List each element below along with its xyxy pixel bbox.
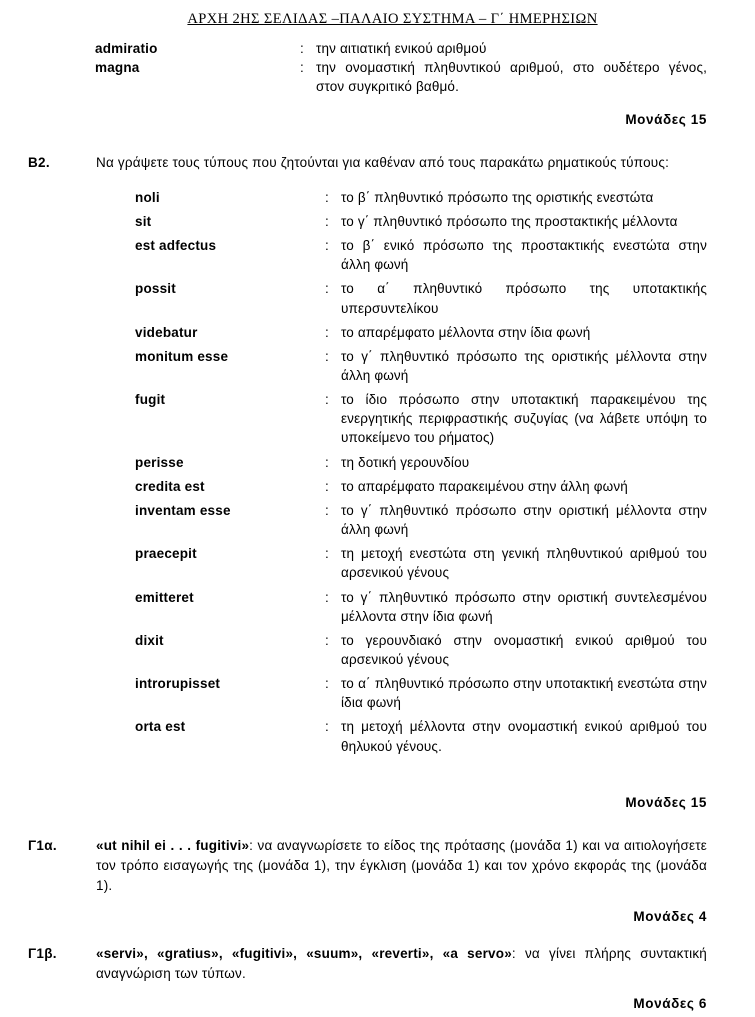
list-item [135,188,707,207]
list-item-term: sit [135,213,152,229]
list-item-term: inventam esse [135,502,231,518]
list-item-colon: : [325,546,329,562]
marks-label: Μονάδες 4 [633,908,707,924]
list-item-definition: το απαρέμφατο παρακειμένου στην άλλη φωνή [341,478,628,494]
list-item [95,39,707,58]
list-item-definition: το γ΄ πληθυντικό πρόσωπο στην οριστική συντελεσμένου μέλλοντα στην ίδια φωνή [341,589,707,624]
page-header [0,0,755,28]
list-item-definition: το γ΄ πληθυντικό πρόσωπο της προστακτικής μέλλοντα [341,213,678,229]
list-item-colon: : [325,676,329,692]
page-header-title: ΑΡΧΗ 2ΗΣ ΣΕΛΙΔΑΣ –ΠΑΛΑΙΟ ΣΥΣΤΗΜΑ – Γ΄ ΗΜΕΡΗΣΙΩΝ [187,11,598,27]
list-item-colon: : [325,454,329,470]
list-item-definition: το γ΄ πληθυντικό πρόσωπο της οριστικής μέλλοντα στην άλλη φωνή [341,348,707,383]
list-item [135,477,707,496]
intro-word-list [0,39,755,96]
list-item [135,236,707,274]
list-item-term: videbatur [135,324,198,340]
question-g1a-quote: «ut nihil ei . . . fugitivi» [96,837,250,853]
list-item-definition: τη μετοχή ενεστώτα στη γενική πληθυντικού αριθμού του αρσενικού γένους [341,546,707,581]
list-item-colon: : [325,238,329,254]
list-item [135,453,707,472]
list-item-definition: το ίδιο πρόσωπο στην υποτακτική παρακειμένου της ενεργητικής περιφραστικής συζυγίας (να λάβετε υπόψη το υποκείμενο του ρήματος) [341,392,707,446]
list-item [135,323,707,342]
list-item-term: magna [95,60,140,76]
list-item-definition: τη μετοχή μέλλοντα στην ονομαστική ενικού αριθμού του θηλυκού γένους. [341,719,707,754]
list-item-term: dixit [135,632,164,648]
list-item-term: perisse [135,454,184,470]
question-g1b-body: : να γίνει πλήρης συντακτική αναγνώριση των τύπων. [96,945,708,981]
list-item-colon: : [325,324,329,340]
list-item-colon: : [325,502,329,518]
question-g1a-body: : να αναγνωρίσετε το είδος της πρότασης (μονάδα 1) και να αιτιολογήσετε τον τρόπο εισαγωγής της (μονάδα 1), την έγκλιση (μονάδα 1) και τον χρόνο εκφοράς της (μονάδα 1). [96,837,707,894]
list-item-colon: : [325,719,329,735]
question-g1a-label: Γ1α. [28,837,57,853]
list-item-definition: το γερουνδιακό στην ονομαστική ενικού αριθμού του αρσενικού γένους [341,632,707,667]
list-item [135,717,707,755]
list-item [135,544,707,582]
list-item-colon: : [325,589,329,605]
verb-form-list [0,188,755,756]
list-item [135,347,707,385]
list-item-term: monitum esse [135,348,229,364]
list-item-definition: την αιτιατική ενικού αριθμού [316,41,487,56]
list-item [135,390,707,447]
marks-label: Μονάδες 15 [625,794,707,810]
list-item-term: admiratio [95,41,158,56]
question-b2 [0,153,755,173]
list-item-colon: : [325,189,329,205]
list-item [135,501,707,539]
list-item [135,588,707,626]
list-item-term: noli [135,189,160,205]
list-item-colon: : [325,478,329,494]
question-g1b-label: Γ1β. [28,945,57,961]
question-g1b-text [96,944,707,985]
list-item-colon: : [300,41,304,56]
question-b2-text: Να γράψετε τους τύπους που ζητούνται για καθέναν από τους παρακάτω ρηματικούς τύπους: [96,155,670,171]
list-item-colon: : [325,632,329,648]
list-item-term: possit [135,281,176,297]
marks-label: Μονάδες 15 [625,112,707,128]
list-item-definition: το α΄ πληθυντικό πρόσωπο της υποτακτικής υπερσυντελίκου [341,281,707,316]
question-g1a-text [96,836,707,897]
list-item [135,674,707,712]
question-g1a [0,836,755,897]
question-b2-label: Β2. [28,155,50,171]
question-g1b [0,944,755,985]
list-item-term: praecepit [135,546,197,562]
list-item-term: orta est [135,719,186,735]
question-g1b-quote: «servi», «gratius», «fugitivi», «suum», «reverti», «a servo» [96,945,512,961]
list-item-definition: τη δοτική γερουνδίου [341,454,470,470]
marks-label: Μονάδες 6 [633,996,707,1012]
list-item-colon: : [300,60,304,76]
list-item-term: credita est [135,478,205,494]
list-item-colon: : [325,281,329,297]
list-item [95,58,707,96]
list-item [135,279,707,317]
list-item-colon: : [325,348,329,364]
list-item-definition: το β΄ πληθυντικό πρόσωπο της οριστικής ενεστώτα [341,189,654,205]
list-item-term: fugit [135,392,166,408]
list-item-definition: την ονομαστική πληθυντικού αριθμού, στο ουδέτερο γένος, στον συγκριτικό βαθμό. [316,60,707,95]
list-item-colon: : [325,213,329,229]
list-item-term: emitteret [135,589,194,605]
list-item-colon: : [325,392,329,408]
list-item [135,212,707,231]
list-item-definition: το απαρέμφατο μέλλοντα στην ίδια φωνή [341,324,591,340]
list-item-term: est adfectus [135,238,217,254]
list-item-definition: το γ΄ πληθυντικό πρόσωπο στην οριστική μέλλοντα στην άλλη φωνή [341,502,707,538]
list-item-term: introrupisset [135,676,221,692]
list-item [135,631,707,669]
list-item-definition: το α΄ πληθυντικό πρόσωπο στην υποτακτική ενεστώτα στην ίδια φωνή [341,676,707,711]
list-item-definition: το β΄ ενικό πρόσωπο της προστακτικής ενεστώτα στην άλλη φωνή [341,238,707,273]
